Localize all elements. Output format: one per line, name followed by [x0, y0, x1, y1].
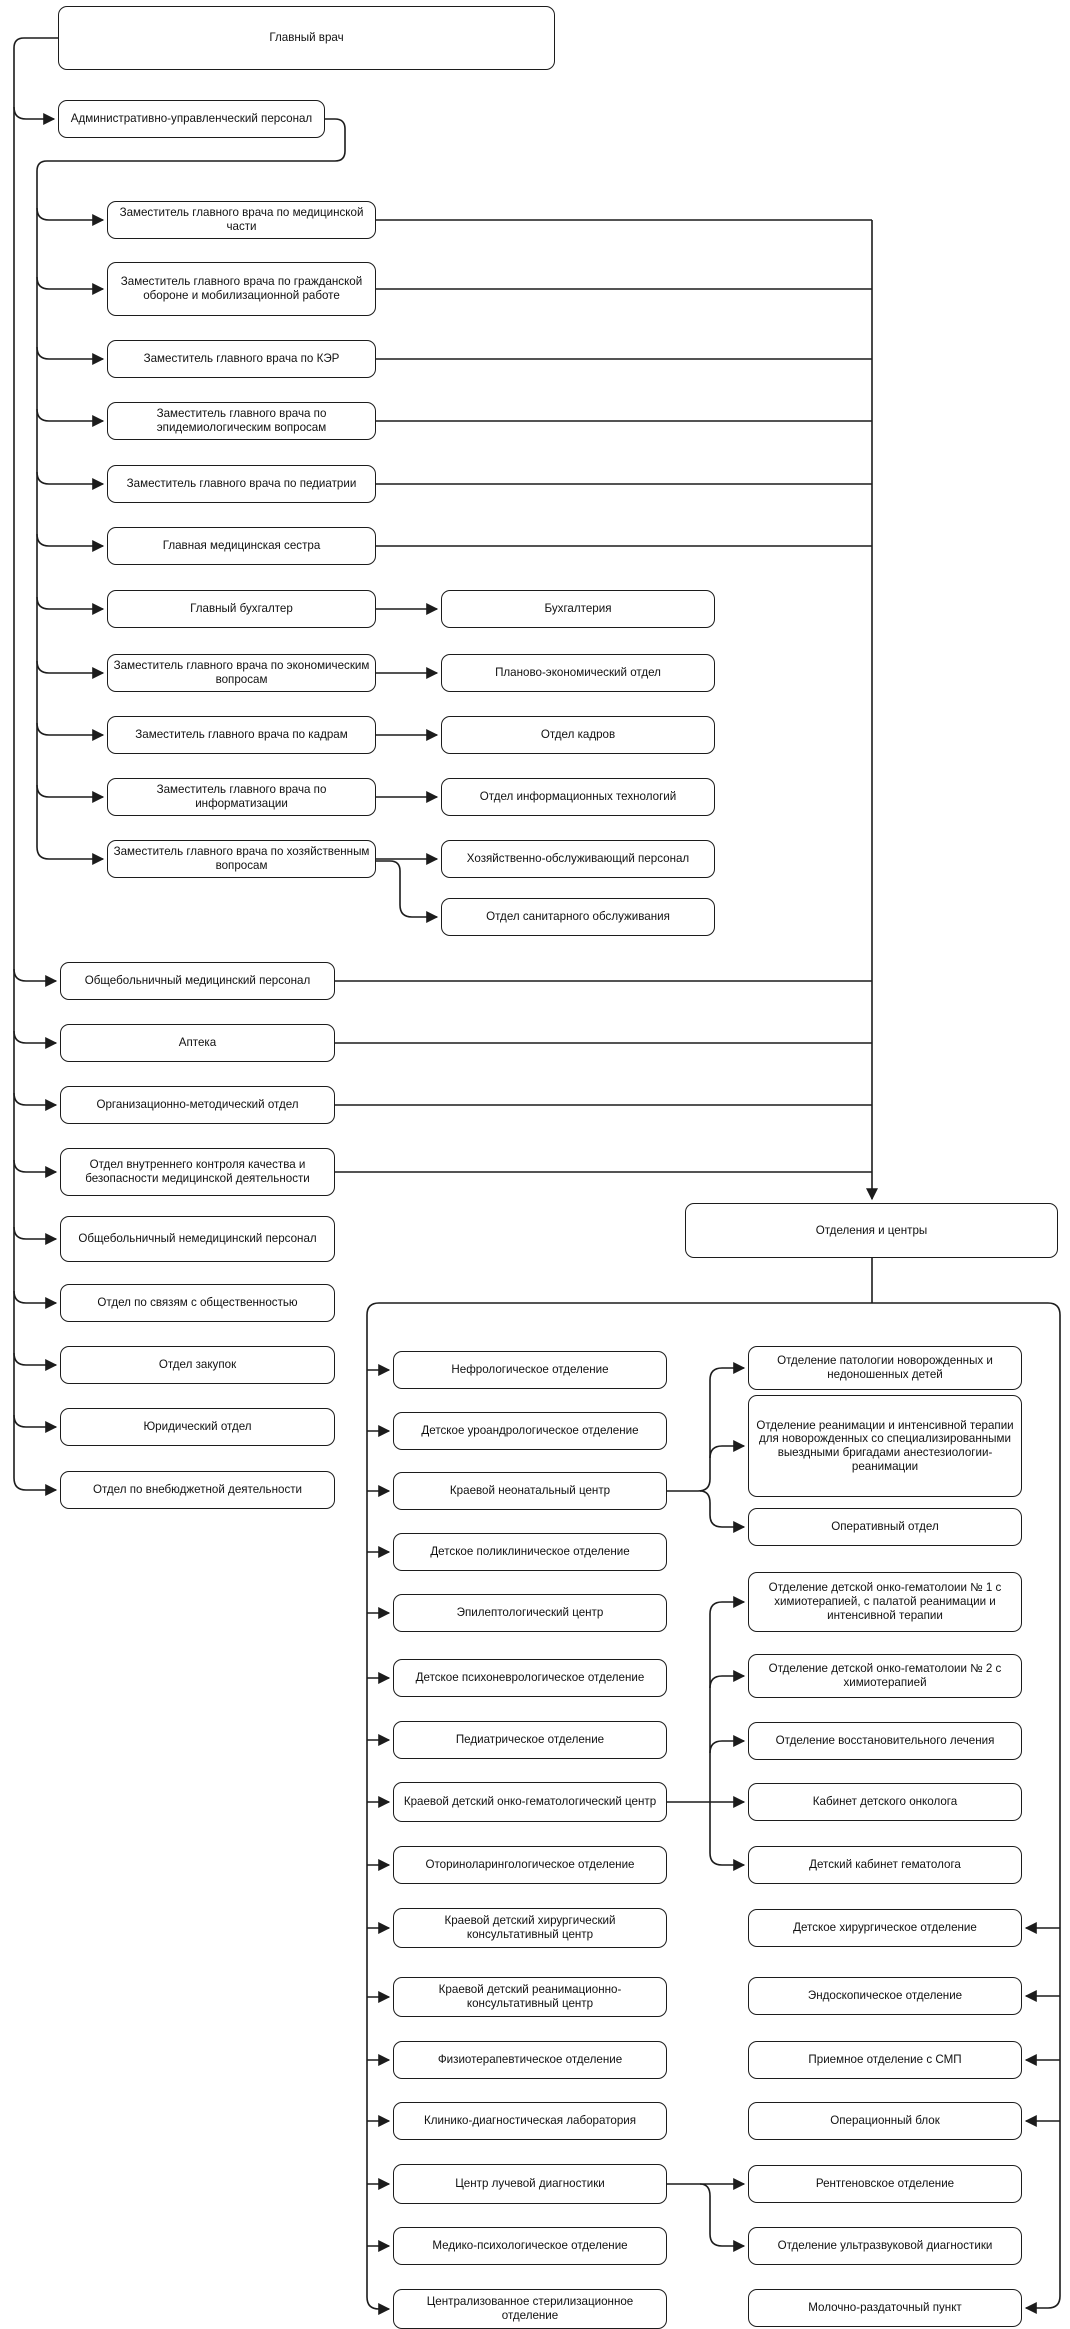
- oncohematology-center-box: Краевой детский онко-гематологический центр: [393, 1782, 667, 1822]
- org-method-box: Организационно-методический отдел: [60, 1086, 335, 1124]
- chief-accountant-box: Главный бухгалтер: [107, 590, 376, 628]
- legal-box: Юридический отдел: [60, 1408, 335, 1446]
- operative-department-box: Оперативный отдел: [748, 1508, 1022, 1546]
- procurement-box: Отдел закупок: [60, 1346, 335, 1384]
- oncologist-office-box: Кабинет детского онколога: [748, 1783, 1022, 1821]
- accounting-box: Бухгалтерия: [441, 590, 715, 628]
- sterilization-box: Централизованное стерилизационное отделение: [393, 2289, 667, 2329]
- psychoneurology-box: Детское психоневрологическое отделение: [393, 1659, 667, 1697]
- resuscitation-consult-center-box: Краевой детский реанимационно-консультативный центр: [393, 1977, 667, 2017]
- deputy-epidemiology-box: Заместитель главного врача по эпидемиологическим вопросам: [107, 402, 376, 440]
- physiotherapy-box: Физиотерапевтическое отделение: [393, 2041, 667, 2079]
- deputy-household-box: Заместитель главного врача по хозяйственным вопросам: [107, 840, 376, 878]
- public-relations-box: Отдел по связям с общественностью: [60, 1284, 335, 1322]
- radiology-center-box: Центр лучевой диагностики: [393, 2164, 667, 2204]
- general-medical-staff-box: Общебольничный медицинский персонал: [60, 962, 335, 1000]
- hr-department-box: Отдел кадров: [441, 716, 715, 754]
- it-department-box: Отдел информационных технологий: [441, 778, 715, 816]
- medical-psychology-box: Медико-психологическое отделение: [393, 2227, 667, 2265]
- surgical-consult-center-box: Краевой детский хирургический консультативный центр: [393, 1908, 667, 1948]
- milk-point-box: Молочно-раздаточный пункт: [748, 2289, 1022, 2327]
- uroandrology-box: Детское уроандрологическое отделение: [393, 1412, 667, 1450]
- hematologist-office-box: Детский кабинет гематолога: [748, 1846, 1022, 1884]
- xray-box: Рентгеновское отделение: [748, 2165, 1022, 2203]
- quality-control-box: Отдел внутреннего контроля качества и безопасности медицинской деятельности: [60, 1148, 335, 1196]
- chief-physician-box: Главный врач: [58, 6, 555, 70]
- admin-staff-box: Административно-управленческий персонал: [58, 100, 325, 138]
- oncohematology-1-box: Отделение детской онко-гематолоии № 1 с химиотерапией, с палатой реанимации и интенсивной терапии: [748, 1572, 1022, 1632]
- extrabudget-box: Отдел по внебюджетной деятельности: [60, 1471, 335, 1509]
- deputy-ker-box: Заместитель главного врача по КЭР: [107, 340, 376, 378]
- planning-economic-box: Планово-экономический отдел: [441, 654, 715, 692]
- deputy-hr-box: Заместитель главного врача по кадрам: [107, 716, 376, 754]
- endoscopy-box: Эндоскопическое отделение: [748, 1977, 1022, 2015]
- sanitary-service-box: Отдел санитарного обслуживания: [441, 898, 715, 936]
- general-nonmedical-staff-box: Общебольничный немедицинский персонал: [60, 1216, 335, 1262]
- rehabilitation-box: Отделение восстановительного лечения: [748, 1722, 1022, 1760]
- deputy-informatization-box: Заместитель главного врача по информатизации: [107, 778, 376, 816]
- admission-box: Приемное отделение с СМП: [748, 2041, 1022, 2079]
- newborn-pathology-box: Отделение патологии новорожденных и недоношенных детей: [748, 1346, 1022, 1390]
- pharmacy-box: Аптека: [60, 1024, 335, 1062]
- oncohematology-2-box: Отделение детской онко-гематолоии № 2 с химиотерапией: [748, 1654, 1022, 1698]
- departments-centers-box: Отделения и центры: [685, 1203, 1058, 1258]
- deputy-pediatrics-box: Заместитель главного врача по педиатрии: [107, 465, 376, 503]
- otorhinolaryngology-box: Оториноларингологическое отделение: [393, 1846, 667, 1884]
- neonatal-center-box: Краевой неонатальный центр: [393, 1472, 667, 1510]
- ultrasound-box: Отделение ультразвуковой диагностики: [748, 2227, 1022, 2265]
- chief-nurse-box: Главная медицинская сестра: [107, 527, 376, 565]
- maintenance-staff-box: Хозяйственно-обслуживающий персонал: [441, 840, 715, 878]
- epileptology-box: Эпилептологический центр: [393, 1594, 667, 1632]
- deputy-civil-defense-box: Заместитель главного врача по гражданской обороне и мобилизационной работе: [107, 262, 376, 316]
- pediatric-department-box: Педиатрическое отделение: [393, 1721, 667, 1759]
- polyclinic-box: Детское поликлиническое отделение: [393, 1533, 667, 1571]
- newborn-resuscitation-box: Отделение реанимации и интенсивной терапии для новорожденных со специализированными выездными бригадами анестезиологии-реанимации: [748, 1395, 1022, 1497]
- nephrology-box: Нефрологическое отделение: [393, 1351, 667, 1389]
- pediatric-surgery-box: Детское хирургическое отделение: [748, 1909, 1022, 1947]
- clinical-lab-box: Клинико-диагностическая лаборатория: [393, 2102, 667, 2140]
- deputy-economic-box: Заместитель главного врача по экономическим вопросам: [107, 654, 376, 692]
- operating-unit-box: Операционный блок: [748, 2102, 1022, 2140]
- deputy-medical-box: Заместитель главного врача по медицинской части: [107, 201, 376, 239]
